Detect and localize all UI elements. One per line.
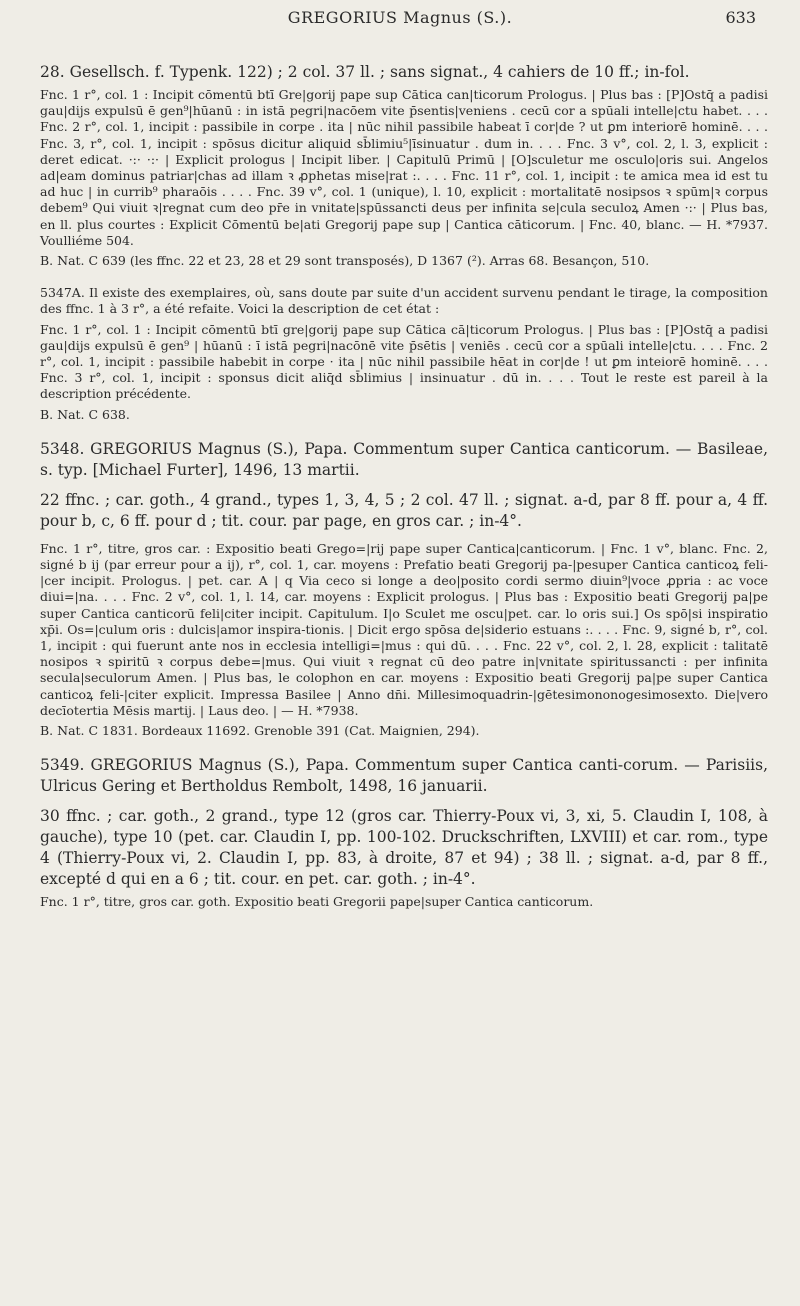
entry-collation: 30 ffnc. ; car. goth., 2 grand., type 12 (gros car. Thierry-Poux vi, 3, xi, 5. Claudin I, 108, à gauche), type 10 (pet. car. Claudin I, pp. 100-102. Druckschriften, LXVIII) et car. rom., type 4 (Thierry-Poux vi, 2. Claudin I, pp. 83, à droite, 87 et 94) ; 38 ll. ; signat. a-d, par 8 ff., excepté d qui en a 6 ; tit. cour. en pet. car. goth. ; in-4°.	[40, 807, 768, 889]
entry-holdings: B. Nat. C 638.	[40, 406, 130, 422]
entry-holdings: B. Nat. C 1831. Bordeaux 11692. Grenoble 391 (Cat. Maignien, 294).	[40, 723, 480, 739]
entry-description: Fnc. 1 r°, titre, gros car. goth. Expositio beati Gregorii pape|super Cantica canticorum.	[40, 894, 594, 910]
entry-heading: 5348. GREGORIUS Magnus (S.), Papa. Commentum super Cantica canticorum. — Basileae, s. typ. [Michael Furter], 1496, 13 martii.	[40, 439, 768, 479]
entry-description: Fnc. 1 r°, titre, gros car. : Expositio beati Grego=|rij pape super Cantica|canticorum. | Fnc. 1 v°, blanc. Fnc. 2, signé b ij (par erreur pour a ij), r°, col. 1, car. moyens : Prefatio beati Gregorij pa-|pesuper Cantica canticoꝝ feli-|cer incipit. Prologus. | pet. car. A | q Via ceco si longe a deo|posito cordi sermo diuin⁹|voce ꝓpria : ac voce diui=|na. . . . Fnc. 2 v°, col. 1, l. 14, car. moyens : Explicit prologus. | Plus bas : Expositio beati Gregorij pa|pe super Cantica canticorū feli|citer incipit. Capitulum. I|o Sculet me oscu|pet. car. lo oris sui.] Os spō|si inspiratio xp̄i. Os=|culum oris : dulcis|amor inspira-tionis. | Dicit ergo spōsa de|siderio estuans :. . . . Fnc. 9, signé b, r°, col. 1, incipit : qui fuerunt ante nos in ecclesia intelligi=|mus : qui dū. . . . Fnc. 22 v°, col. 2, l. 28, explicit : talitatē nosipos ꝛ spiritū ꝛ corpus debe=|mus. Qui viuit ꝛ regnat cū deo patre in|vnitate spiritussancti : per infinita secula|seculorum Amen. | Plus bas, le colophon en car. moyens : Expositio beati Gregorij pa|pe super Cantica canticoꝝ feli-|citer explicit. Impressa Basilee | Anno dn̄i. Millesimoquadrin-|gētesimononogesimosexto. Die|vero decīotertia Mēsis martij. | Laus deo. | — H. *7938.	[40, 540, 768, 718]
entries-column	[40, 62, 768, 911]
entry-holdings: B. Nat. C 639 (les ffnc. 22 et 23, 28 et 29 sont transposés), D 1367 (²). Arras 68. Besançon, 510.	[40, 253, 650, 269]
entry-5349	[40, 755, 768, 910]
running-title: GREGORIUS Magnus (S.).	[287, 8, 513, 27]
entry-reference: 28. Gesellsch. f. Typenk. 122) ; 2 col. 37 ll. ; sans signat., 4 cahiers de 10 ff.; in-fol.	[40, 63, 690, 81]
entry-5347-continued	[40, 62, 768, 269]
entry-5347a	[40, 285, 768, 423]
entry-5348	[40, 439, 768, 739]
entry-heading: 5347A. Il existe des exemplaires, où, sans doute par suite d'un accident survenu pendant le tirage, la composition des ffnc. 1 à 3 r°, a été refaite. Voici la description de cet état :	[40, 285, 768, 317]
entry-description: Fnc. 1 r°, col. 1 : Incipit cōmentū btī gre|gorij pape sup Cātica cā|ticorum Prologus. | Plus bas : [P]Ostq̄ a padisi gau|dijs expulsū ē gen⁹ | hūanū : ī istā pegri|nacōnē vite p̄sētis | veniēs . cecū cor a spūali intelle|ctu. . . . Fnc. 2 r°, col. 1, incipit : passibile habebit in corpe · ita | nūc nihil passibile hēat in cor|de ! ut ꝑm inteiorē hominē. . . . Fnc. 3 r°, col. 1, incipit : sponsus dicit aliq̄d sb̄limius | insinuatur . dū in. . . . Tout le reste est pareil à la description précédente.	[40, 321, 768, 402]
entry-heading: 5349. GREGORIUS Magnus (S.), Papa. Commentum super Cantica canti-corum. — Parisiis, Ulricus Gering et Bertholdus Rembolt, 1498, 16 januarii.	[40, 756, 768, 796]
page-number: 633	[725, 8, 756, 27]
entry-collation: 22 ffnc. ; car. goth., 4 grand., types 1, 3, 4, 5 ; 2 col. 47 ll. ; signat. a-d, par 8 ff. pour a, 4 ff. pour b, c, 6 ff. pour d ; tit. cour. par page, en gros car. ; in-4°.	[40, 490, 768, 530]
entry-description: Fnc. 1 r°, col. 1 : Incipit cōmentū btī Gre|gorij pape sup Cātica can|ticorum Prologus. | Plus bas : [P]Ostq̄ a padisi gau|dijs expulsū ē gen⁹|hūanū : in istā pegri|nacōem vite p̄sentis|veniens . cecū cor a spūali intelle|ctu habet. . . . Fnc. 2 r°, col. 1, incipit : passibile in corpe . ita | nūc nihil passibile habeat ī cor|de ? ut ꝑm interiorē hominē. . . . Fnc. 3, r°, col. 1, incipit : spōsus dicitur aliquid sb̄limiu⁵|īsinuatur . dum in. . . . Fnc. 3 v°, col. 2, l. 3, explicit : deret edicat. ·:· ·:· | Explicit prologus | Incipit liber. | Capitulū Primū | [O]sculetur me osculo|oris sui. Angelos ad|eam dominus patriar|chas ad illam ꝛ ꝓphetas mise|rat :. . . . Fnc. 11 r°, col. 1, incipit : te amica mea id est tu ad huc | in currib⁹ pharaōis . . . . Fnc. 39 v°, col. 1 (unique), l. 10, explicit : mortalitatē nosipsos ꝛ spūm|ꝛ corpus debem⁹ Qui viuit ꝛ|regnat cum deo pr̄e in vnitate|spūssancti deus per infinita se|cula seculoꝝ Amen ·:· | Plus bas, en ll. plus courtes : Explicit Cōmentū be|ati Gregorij pape sup | Cantica cāticorum. | Fnc. 40, blanc. — H. *7937. Voulliéme 504.	[40, 87, 768, 248]
